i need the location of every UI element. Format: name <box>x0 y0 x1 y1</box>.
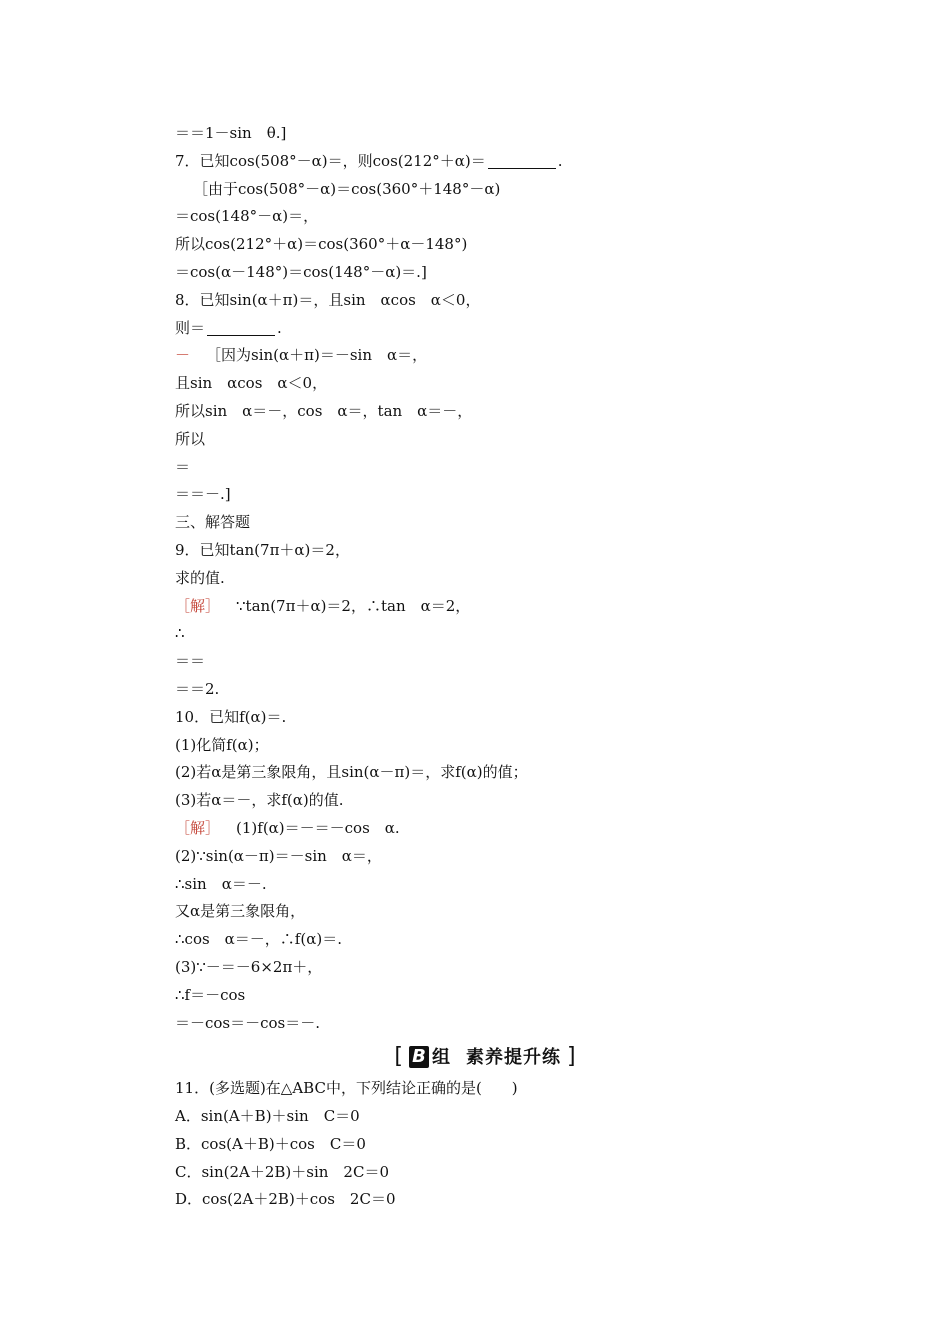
document-page <box>175 120 795 1214</box>
line-text: ∴cos α＝－，∴f(α)＝. <box>175 930 342 949</box>
line-text: ∴ <box>175 624 185 643</box>
line-text: ［由于cos(508°－α)＝cos(360°＋148°－α) <box>193 179 501 198</box>
line-text: ＝＝ <box>175 652 206 671</box>
question-7 <box>175 148 795 176</box>
bracket-close: ] <box>567 1044 576 1070</box>
line-text: 11．(多选题)在△ABC中，下列结论正确的是( ) <box>175 1079 518 1098</box>
line-text: (3)∵－＝－6×2π＋， <box>175 957 323 976</box>
text-line-11 <box>175 398 795 426</box>
text-line-31 <box>175 954 795 982</box>
text-line-8 <box>175 315 795 343</box>
option-b <box>175 1131 795 1159</box>
line-text: ［因为sin(α＋π)＝－sin α＝， <box>206 346 428 365</box>
text-line-6 <box>175 259 795 287</box>
answer-line-8 <box>175 342 795 370</box>
line-text: (3)若α＝－，求f(α)的值. <box>175 791 344 810</box>
answer-blank <box>207 319 275 336</box>
group-label: 组 <box>432 1047 450 1069</box>
line-text: 且sin αcos α＜0， <box>175 374 328 393</box>
line-text: 8．已知sin(α＋π)＝，且sin αcos α＜0， <box>175 290 481 309</box>
text-line-23 <box>175 732 795 760</box>
option-a <box>175 1103 795 1131</box>
line-text: ∵tan(7π＋α)＝2，∴tan α＝2， <box>236 596 471 615</box>
text-line-12 <box>175 426 795 454</box>
text-line-33 <box>175 1010 795 1038</box>
text-line-19 <box>175 620 795 648</box>
option-d <box>175 1186 795 1214</box>
section-title: 素养提升练 <box>466 1047 561 1069</box>
line-text: C．sin(2A＋2B)＋sin 2C＝0 <box>175 1162 389 1181</box>
line-text: 10．已知f(α)＝. <box>175 707 287 726</box>
bracket-open: [ <box>394 1044 403 1070</box>
line-text: 所以 <box>175 429 206 448</box>
question-8 <box>175 287 795 315</box>
b-group-icon: B <box>409 1046 429 1068</box>
text-line-29 <box>175 898 795 926</box>
question-11 <box>175 1075 795 1103</box>
line-text: B．cos(A＋B)＋cos C＝0 <box>175 1134 366 1153</box>
line-text: (1)f(α)＝－＝－cos α. <box>236 818 400 837</box>
text-line-25 <box>175 787 795 815</box>
answer-blank <box>488 152 556 169</box>
line-text: (2)∵sin(α－π)＝－sin α＝， <box>175 846 382 865</box>
question-10 <box>175 704 795 732</box>
text-line-28 <box>175 871 795 899</box>
text-line-27 <box>175 843 795 871</box>
line-text: 7．已知cos(508°－α)＝，则cos(212°＋α)＝ <box>175 151 486 170</box>
line-text: ∴sin α＝－. <box>175 874 267 893</box>
text-line-24 <box>175 759 795 787</box>
text-line-4 <box>175 203 795 231</box>
line-text: ∴f＝－cos <box>175 985 246 1004</box>
line-text: (1)化简f(α)； <box>175 735 269 754</box>
line-text: ＝cos(148°－α)＝， <box>175 207 319 226</box>
answer-mark: － <box>175 346 191 365</box>
line-text: 所以cos(212°＋α)＝cos(360°＋α－148°) <box>175 235 468 254</box>
line-text: ＝＝－.] <box>175 485 231 504</box>
text-line-10 <box>175 370 795 398</box>
text-line-17 <box>175 565 795 593</box>
line-text: (2)若α是第三象限角，且sin(α－π)＝，求f(α)的值； <box>175 763 528 782</box>
text-line-21 <box>175 676 795 704</box>
question-9 <box>175 537 795 565</box>
line-text: 又α是第三象限角， <box>175 902 306 921</box>
text-line-20 <box>175 648 795 676</box>
text-line-32 <box>175 982 795 1010</box>
section-heading-3 <box>175 509 795 537</box>
text-line-1 <box>175 120 795 148</box>
line-text: ＝cos(α－148°)＝cos(148°－α)＝.] <box>175 262 427 281</box>
line-text: 求的值. <box>175 568 225 587</box>
solution-label: ［解］ <box>175 818 221 837</box>
line-text: ＝＝1－sin θ.] <box>175 124 287 142</box>
text-line-30 <box>175 926 795 954</box>
line-text: D．cos(2A＋2B)＋cos 2C＝0 <box>175 1190 396 1209</box>
text-line-3 <box>175 176 795 204</box>
text-line-14 <box>175 481 795 509</box>
line-text: 三、解答题 <box>175 513 251 532</box>
solution-label: ［解］ <box>175 596 221 615</box>
option-c <box>175 1159 795 1187</box>
line-text: A．sin(A＋B)＋sin C＝0 <box>175 1107 360 1126</box>
line-text: 9．已知tan(7π＋α)＝2， <box>175 540 350 559</box>
line-text: . <box>277 318 282 337</box>
section-b-header <box>175 1039 795 1075</box>
solution-10 <box>175 815 795 843</box>
line-text: ＝＝2. <box>175 679 220 698</box>
line-text: 所以sin α＝－，cos α＝，tan α＝－， <box>175 401 473 420</box>
line-text: ＝ <box>175 457 191 476</box>
text-line-13 <box>175 454 795 482</box>
line-text: . <box>557 151 563 170</box>
text-line-5 <box>175 231 795 259</box>
solution-9 <box>175 593 795 621</box>
line-text: ＝－cos＝－cos＝－. <box>175 1013 321 1032</box>
line-text: 则＝ <box>175 318 206 337</box>
